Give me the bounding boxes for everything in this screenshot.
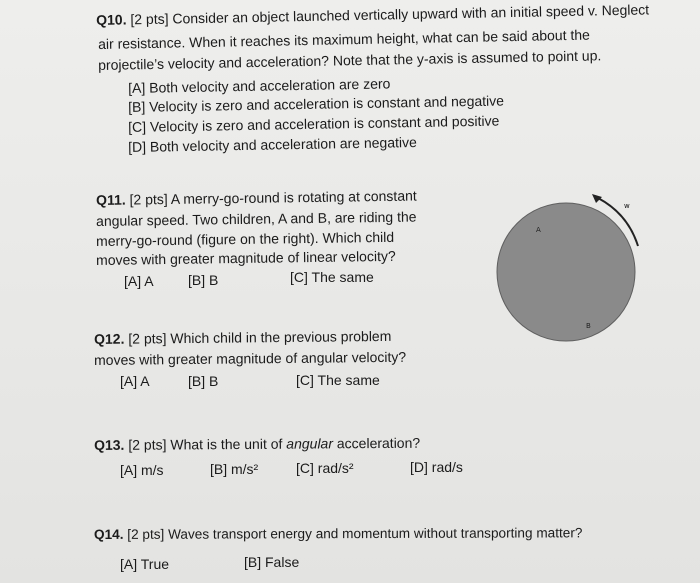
q13-option-c: [C] rad/s² xyxy=(296,460,354,476)
q13-option-a: [A] m/s xyxy=(120,462,164,478)
q14-number: Q14. xyxy=(94,526,124,542)
q11-text-1: [2 pts] A merry-go-round is rotating at constant xyxy=(129,187,417,208)
q10-option-a: [A] Both velocity and acceleration are zero xyxy=(128,75,391,96)
q12-line-1 xyxy=(94,328,391,348)
q10-line-1 xyxy=(96,1,649,29)
q13-text-after: acceleration? xyxy=(332,434,421,452)
q12-option-a: [A] A xyxy=(120,373,150,389)
q11-line-1 xyxy=(96,188,417,209)
q11-option-c: [C] The same xyxy=(290,269,374,285)
merry-go-round-disk xyxy=(497,203,635,341)
q10-text-1: [2 pts] Consider an object launched vertically upward with an initial speed v. Neglect xyxy=(130,1,650,28)
q14-line-1 xyxy=(94,524,582,543)
q10-option-b: [B] Velocity is zero and acceleration is constant and negative xyxy=(128,92,505,115)
q13-option-d: [D] rad/s xyxy=(410,459,463,475)
q11-number: Q11. xyxy=(96,191,126,208)
q12-line-2: moves with greater magnitude of angular velocity? xyxy=(94,348,407,368)
q12-number: Q12. xyxy=(94,330,125,347)
q12-option-c: [C] The same xyxy=(296,372,380,388)
q11-option-b: [B] B xyxy=(188,272,219,288)
q12-option-b: [B] B xyxy=(188,373,219,389)
q13-text-before: [2 pts] What is the unit of xyxy=(128,435,287,453)
q10-line-3: projectile’s velocity and acceleration? Note that the y-axis is assumed to point up. xyxy=(98,47,602,73)
omega-label: w xyxy=(624,202,630,210)
q14-option-b: [B] False xyxy=(244,554,300,570)
q10-line-2: air resistance. When it reaches its maximum height, what can be said about the xyxy=(98,26,591,52)
child-a-label: A xyxy=(536,226,541,234)
q11-option-a: [A] A xyxy=(124,273,154,289)
merry-go-round-diagram xyxy=(486,188,646,348)
q10-number: Q10. xyxy=(96,11,127,28)
q14-text: [2 pts] Waves transport energy and momentum without transporting matter? xyxy=(127,525,583,542)
q14-option-a: [A] True xyxy=(120,556,170,572)
q13-text-italic: angular xyxy=(286,435,334,452)
q13-option-b: [B] m/s² xyxy=(210,461,259,477)
rotation-arrow-head xyxy=(592,194,602,203)
q11-line-4: moves with greater magnitude of linear velocity? xyxy=(96,247,396,268)
q10-option-c: [C] Velocity is zero and acceleration is constant and positive xyxy=(128,112,500,135)
child-b-label: B xyxy=(586,322,591,330)
q13-line-1 xyxy=(94,435,420,454)
q11-line-3: merry-go-round (figure on the right). Which child xyxy=(96,228,395,249)
q13-number: Q13. xyxy=(94,436,125,453)
q12-text-1: [2 pts] Which child in the previous problem xyxy=(128,327,392,347)
q11-line-2: angular speed. Two children, A and B, are riding the xyxy=(96,208,417,229)
q10-option-d: [D] Both velocity and acceleration are negative xyxy=(128,133,417,155)
